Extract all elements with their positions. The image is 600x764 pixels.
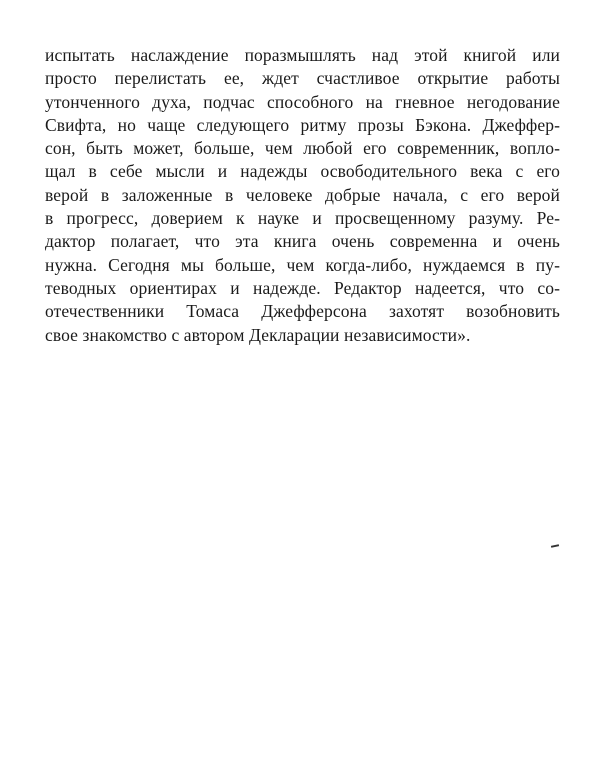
text-line-8: в прогресс, доверием к науке и просвещенному разуму. Ре- [45, 208, 560, 229]
text-line-9: дактор полагает, что эта книга очень современна и очень [45, 231, 560, 252]
text-line-10: нужна. Сегодня мы больше, чем когда-либо, нуждаемся в пу- [45, 254, 560, 275]
scan-mark [551, 544, 559, 548]
text-line-1: испытать наслаждение поразмышлять над этой книгой или [45, 45, 560, 65]
text-line-7: верой в заложенные в человеке добрые начала, с его верой [45, 184, 560, 205]
text-line-6: щал в себе мысли и надежды освободительного века с его [45, 161, 560, 182]
text-line-4: Свифта, но чаще следующего ритму прозы Бэкона. Джеффер- [45, 114, 560, 135]
text-line-5: сон, быть может, больше, чем любой его современник, вопло- [45, 138, 560, 159]
text-line-13: свое знакомство с автором Декларации независимости». [45, 324, 471, 345]
text-line-3: утонченного духа, подчас способного на гневное негодование [45, 91, 560, 112]
text-line-12: отечественники Томаса Джефферсона захотят возобновить [45, 301, 560, 322]
text-line-2: просто перелистать ее, ждет счастливое открытие работы [45, 68, 560, 89]
body-paragraph [45, 44, 560, 347]
text-line-11: теводных ориентирах и надежде. Редактор надеется, что со- [45, 277, 560, 298]
